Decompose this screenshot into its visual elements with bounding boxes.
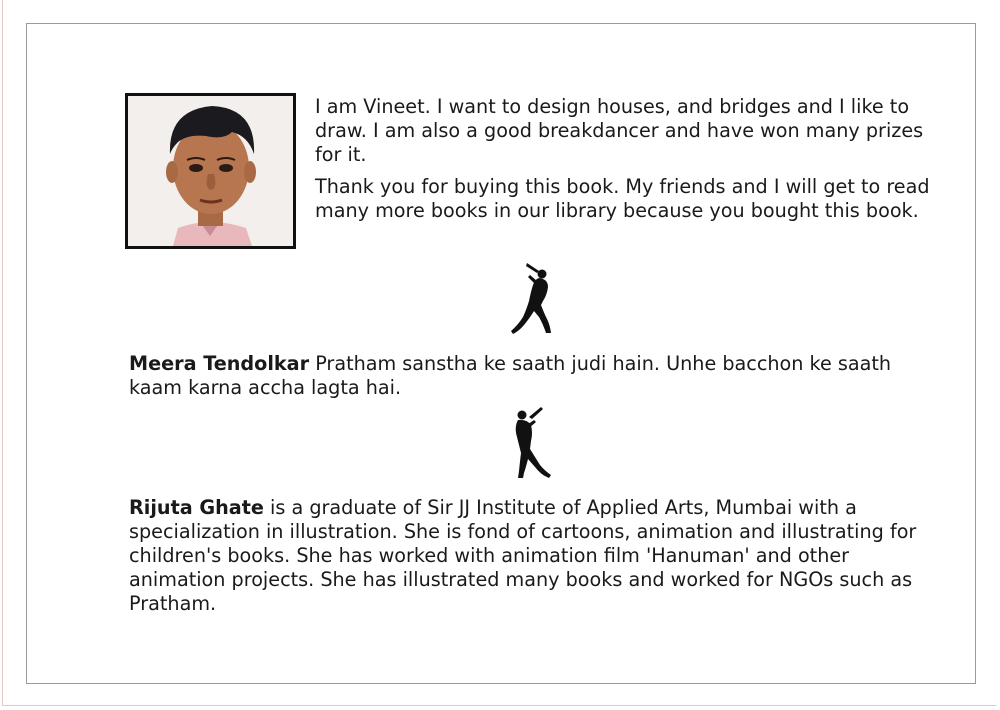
illustrator-bio [129,496,929,616]
child-portrait-photo [128,96,293,246]
illustrator-name: Rijuta Ghate [129,496,264,519]
illustrator-bio-text: is a graduate of Sir JJ Institute of Applied Arts, Mumbai with a specialization in illustration. She is fond of cartoons, animation and illustrating for children's books. She has worked with animation film 'Hanuman' and other animation projects. She has illustrated many books and worked for NGOs such as Pratham. [129,496,917,615]
vineet-intro [315,95,955,231]
author-bio [129,352,929,400]
batsman-silhouette-icon [509,405,555,479]
vineet-paragraph-1: I am Vineet. I want to design houses, and bridges and I like to draw. I am also a good breakdancer and have won many prizes for it. [315,95,924,166]
author-bio-text: Pratham sanstha ke saath judi hain. Unhe bacchon ke saath kaam karna accha lagta hai. [129,352,892,399]
batsman-silhouette-icon [510,261,554,335]
vineet-paragraph-2: Thank you for buying this book. My friends and I will get to read many more books in our library because you bought this book. [315,175,930,222]
vineet-photo [125,93,296,249]
author-name: Meera Tendolkar [129,352,310,375]
